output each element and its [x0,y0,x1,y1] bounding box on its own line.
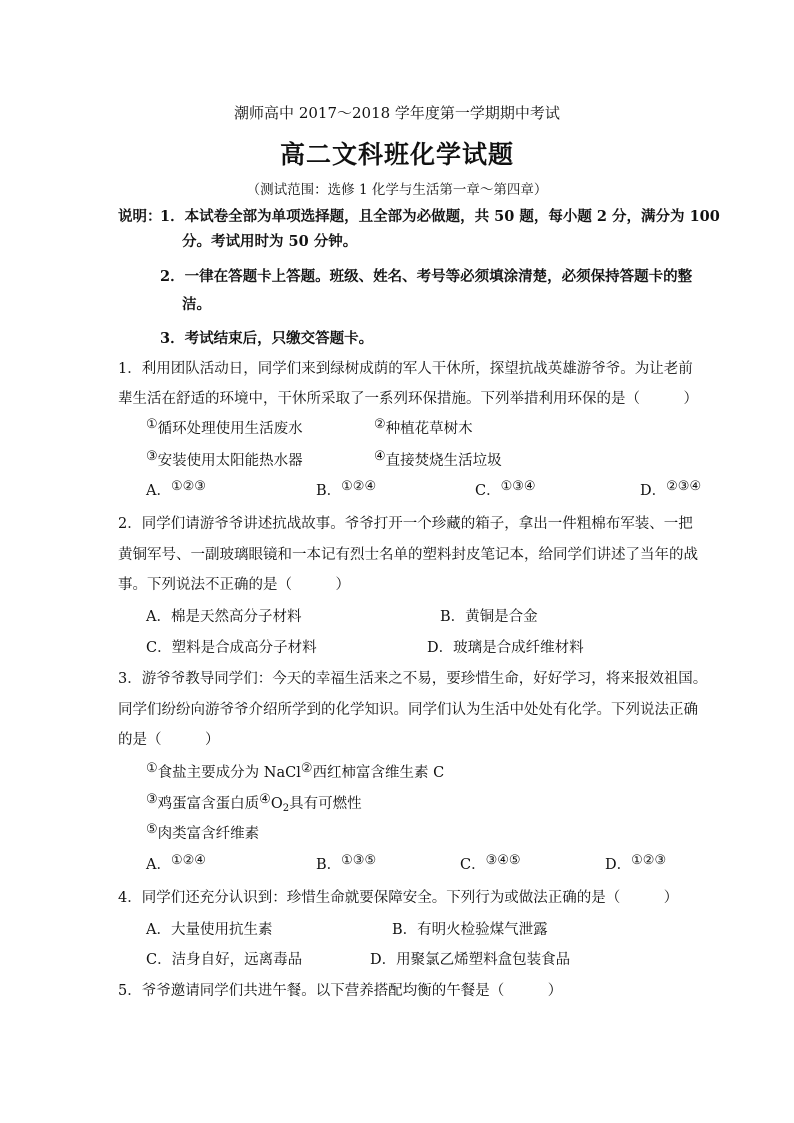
q3-statement-3-text: 鸡蛋富含蛋白质 [157,796,260,812]
circled-number-4: ④ [374,449,386,464]
circled-number-4: ④ [259,792,271,807]
instruction-2-line-1: 2．一律在答题卡上答题。班级、姓名、考号等必须填涂清楚，必须保持答题卡的整 [160,268,693,285]
q1-statement-1-text: 循环处理使用生活废水 [157,421,303,437]
circled-number-3: ③ [146,449,158,464]
circled-number-5: ⑤ [146,822,158,837]
q1-option-b[interactable] [316,479,376,500]
circled-number-3: ③ [146,792,158,807]
instruction-1-line-1: 1．本试卷全部为单项选择题，且全部为必做题，共 50 题，每小题 2 分，满分为 100 [160,208,720,225]
page-title: 高二文科班化学试题 [279,140,514,169]
q5-stem-line-1: 5．爷爷邀请同学们共进午餐。以下营养搭配均衡的午餐是（ ） [118,983,563,999]
q3-option-d-letter: D． [605,857,632,873]
instructions-label: 说明： [118,208,162,225]
q3-option-b[interactable] [316,853,376,874]
q1-statement-1 [146,417,303,438]
q1-option-a[interactable] [146,479,206,500]
q4-option-d[interactable]: D．用聚氯乙烯塑料盒包装食品 [370,952,571,968]
q3-option-a-value: ①②④ [170,853,206,868]
q1-statement-4-text: 直接焚烧生活垃圾 [385,453,502,469]
q2-option-b[interactable]: B．黄铜是合金 [440,609,538,625]
q1-stem-line-1: 1．利用团队活动日，同学们来到绿树成荫的军人干休所，探望抗战英雄游爷爷。为让老前 [118,361,693,377]
q1-option-c-letter: C． [475,483,501,499]
circled-number-1: ① [146,417,158,432]
q1-statement-3-text: 安装使用太阳能热水器 [157,453,303,469]
test-scope: （测试范围：选修 1 化学与生活第一章～第四章） [246,182,548,198]
q3-option-c-value: ③④⑤ [485,853,521,868]
q3-option-c[interactable] [460,853,521,874]
q1-statement-3 [146,449,303,470]
q2-option-d[interactable]: D．玻璃是合成纤维材料 [427,640,584,656]
q3-stem-line-1: 3．游爷爷教导同学们：今天的幸福生活来之不易，要珍惜生命，好好学习，将来报效祖国。 [118,671,708,687]
q1-option-c-value: ①③④ [500,479,536,494]
q1-option-c[interactable] [475,479,536,500]
q1-statement-2-text: 种植花草树木 [385,421,473,437]
q3-statement-5-text: 肉类富含纤维素 [157,826,260,842]
q2-stem-line-1: 2．同学们请游爷爷讲述抗战故事。爷爷打开一个珍藏的箱子，拿出一件粗棉布军装、一把 [118,516,693,532]
q1-statement-4 [374,449,502,470]
q3-statements-row-3 [146,822,259,843]
q4-option-c[interactable]: C．洁身自好，远离毒品 [146,952,303,968]
q1-option-d[interactable] [640,479,701,500]
q3-stem-line-3: 的是（ ） [118,732,220,748]
q4-option-b[interactable]: B．有明火检验煤气泄露 [392,922,548,938]
q1-statement-2 [374,417,473,438]
q3-statement-1-text: 食盐主要成分为 NaCl [157,765,301,781]
q3-option-a[interactable] [146,853,206,874]
school-exam-line: 潮师高中 2017～2018 学年度第一学期期中考试 [234,104,560,122]
q3-statements-row-2 [146,792,362,813]
q1-option-d-letter: D． [640,483,667,499]
q3-option-a-letter: A． [146,857,171,873]
q4-option-a[interactable]: A．大量使用抗生素 [146,922,273,938]
q4-stem-line-1: 4．同学们还充分认识到：珍惜生命就要保障安全。下列行为或做法正确的是（ ） [118,890,679,906]
q3-option-c-letter: C． [460,857,486,873]
q2-stem-line-3: 事。下列说法不正确的是（ ） [118,577,350,593]
circled-number-1: ① [146,761,158,776]
q2-option-a[interactable]: A．棉是天然高分子材料 [146,609,302,625]
q2-stem-line-2: 黄铜军号、一副玻璃眼镜和一本记有烈士名单的塑料封皮笔记本，给同学们讲述了当年的战 [118,547,698,563]
q3-option-b-value: ①③⑤ [341,853,377,868]
q1-option-b-letter: B． [316,483,342,499]
q1-option-a-value: ①②③ [170,479,206,494]
oxygen-subscript: 2 [282,803,290,814]
oxygen-symbol: O [270,796,283,812]
q2-option-c[interactable]: C．塑料是合成高分子材料 [146,640,317,656]
q3-option-b-letter: B． [316,857,342,873]
q3-statement-2-text: 西红柿富含维生素 C [312,765,445,781]
q1-stem-line-2: 辈生活在舒适的环境中，干休所采取了一系列环保措施。下列举措利用环保的是（ ） [118,391,698,407]
instruction-2-line-2: 洁。 [182,296,211,313]
q3-statements-row-1 [146,761,444,782]
q1-option-d-value: ②③④ [666,479,702,494]
q1-option-a-letter: A． [146,483,171,499]
q3-option-d-value: ①②③ [631,853,667,868]
circled-number-2: ② [300,761,313,776]
q3-option-d[interactable] [605,853,666,874]
instruction-3: 3．考试结束后，只缴交答题卡。 [160,330,374,347]
circled-number-2: ② [374,417,386,432]
instruction-1-line-2: 分。考试用时为 50 分钟。 [182,233,358,250]
q3-statement-4-text: 具有可燃性 [289,796,362,812]
q1-option-b-value: ①②④ [341,479,377,494]
q3-stem-line-2: 同学们纷纷向游爷爷介绍所学到的化学知识。同学们认为生活中处处有化学。下列说法正确 [118,702,698,718]
